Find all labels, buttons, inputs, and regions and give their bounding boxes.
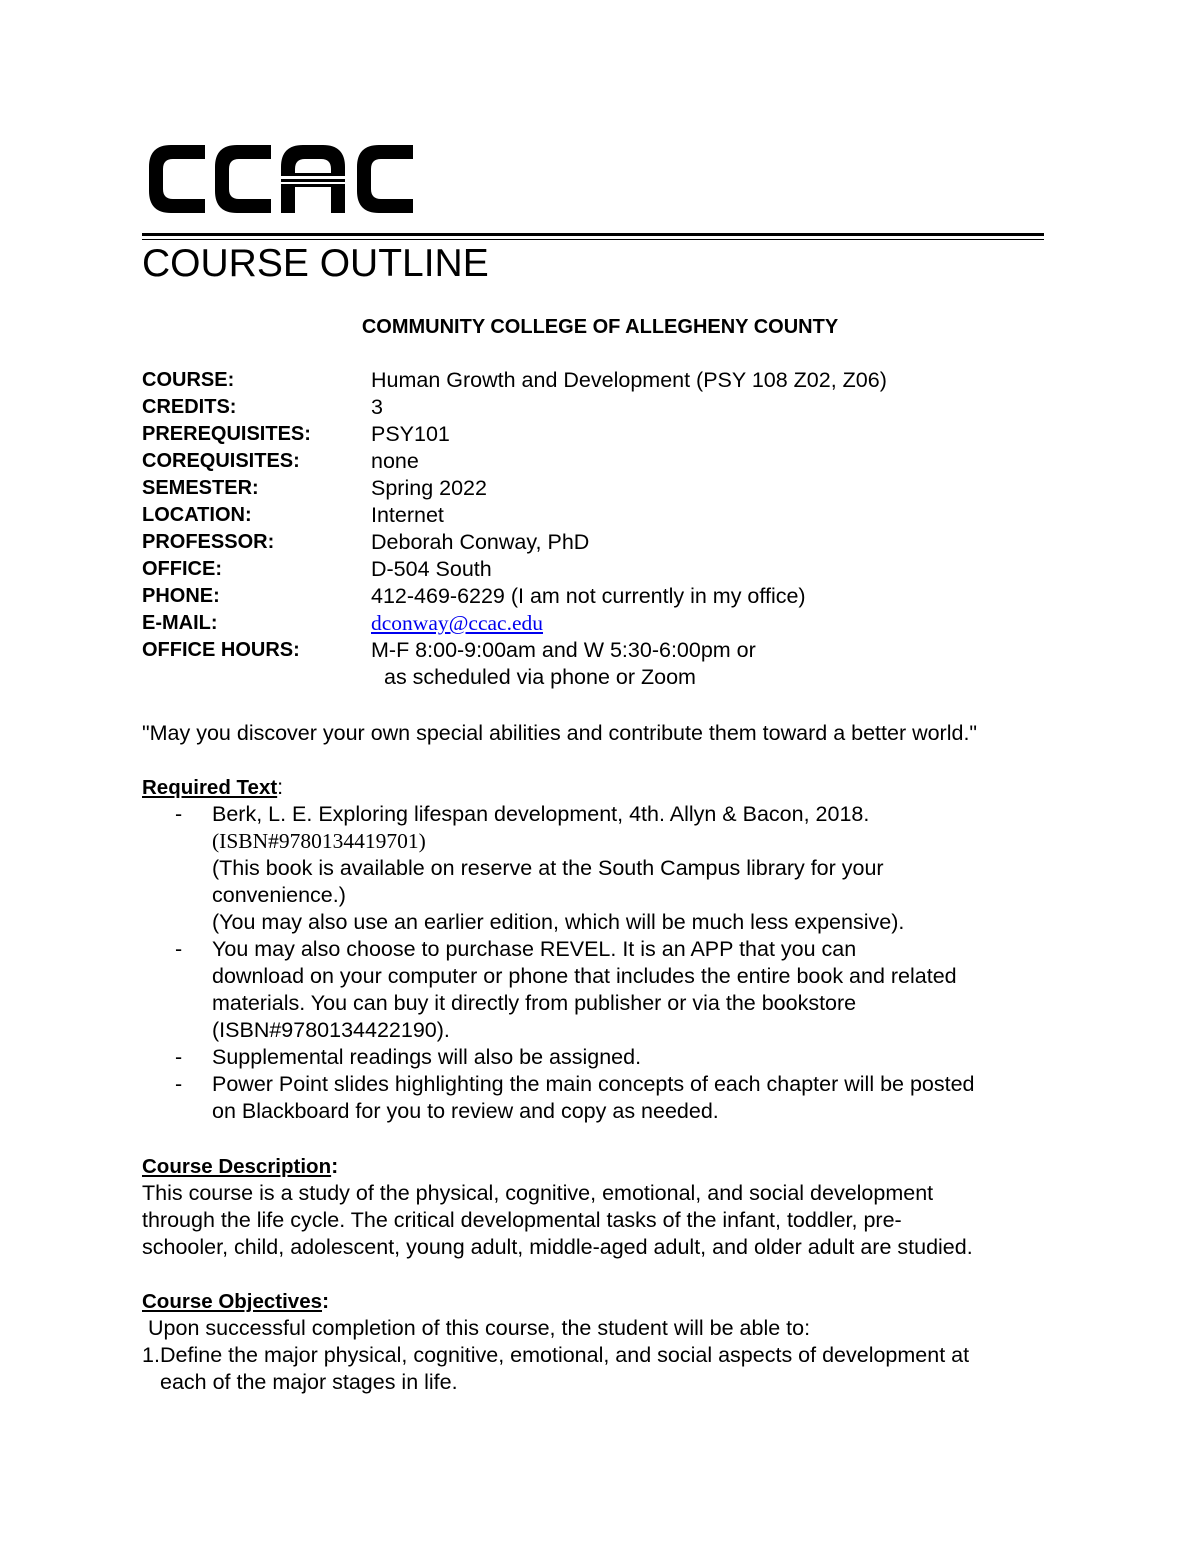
- info-label: PROFESSOR:: [142, 531, 275, 553]
- info-label: PREREQUISITES:: [142, 423, 311, 445]
- info-row-semester: [142, 475, 887, 502]
- heading-colon: :: [322, 1289, 330, 1313]
- info-value-continued: as scheduled via phone or Zoom: [384, 665, 696, 689]
- list-item: [142, 936, 1062, 1044]
- info-label: COREQUISITES:: [142, 450, 300, 472]
- heading-colon: :: [277, 775, 284, 799]
- objective-line: Define the major physical, cognitive, emotional, and social aspects of development at: [160, 1343, 970, 1367]
- info-value: 3: [371, 395, 383, 419]
- info-row-phone: [142, 583, 887, 610]
- info-value: D-504 South: [371, 557, 492, 581]
- list-line: Power Point slides highlighting the main concepts of each chapter will be posted: [212, 1072, 975, 1096]
- header-rule-thin: [142, 239, 1044, 240]
- list-line: You may also choose to purchase REVEL. It is an APP that you can: [212, 937, 857, 961]
- list-item: [142, 801, 1062, 936]
- info-row-office: [142, 556, 887, 583]
- document-title: COURSE OUTLINE: [142, 242, 489, 285]
- list-line: convenience.): [212, 883, 346, 907]
- list-line: (You may also use an earlier edition, which will be much less expensive).: [212, 910, 905, 934]
- objective-line: each of the major stages in life.: [160, 1370, 458, 1394]
- objectives-intro: Upon successful completion of this course, the student will be able to:: [148, 1316, 811, 1340]
- list-line: (ISBN#9780134419701): [212, 829, 426, 853]
- heading-colon: :: [331, 1154, 339, 1178]
- info-label: E-MAIL:: [142, 612, 218, 634]
- header-rule-thick: [142, 233, 1044, 236]
- section-heading: Course Description: [142, 1155, 332, 1178]
- paragraph-line: schooler, child, adolescent, young adult, middle-aged adult, and older adult are studied.: [142, 1235, 973, 1259]
- info-label: LOCATION:: [142, 504, 252, 526]
- info-row-corequisites: [142, 448, 887, 475]
- logo-text: CCAC: [147, 143, 150, 144]
- bullet-dash: -: [175, 937, 183, 961]
- info-value: none: [371, 449, 419, 473]
- list-line: on Blackboard for you to review and copy as needed.: [212, 1099, 719, 1123]
- info-label: COURSE:: [142, 369, 235, 391]
- info-value: M-F 8:00-9:00am and W 5:30-6:00pm or: [371, 638, 756, 662]
- info-value: Deborah Conway, PhD: [371, 530, 590, 554]
- info-row-professor: [142, 529, 887, 556]
- objective-number: 1.: [142, 1343, 160, 1367]
- list-item: [142, 1071, 1062, 1125]
- info-value: PSY101: [371, 422, 450, 446]
- info-label: CREDITS:: [142, 396, 237, 418]
- bullet-dash: -: [175, 1072, 183, 1096]
- list-line: Berk, L. E. Exploring lifespan development, 4th. Allyn & Bacon, 2018.: [212, 802, 870, 826]
- course-info-table: [142, 367, 887, 691]
- objective-item: [142, 1342, 1062, 1396]
- info-value: 412-469-6229 (I am not currently in my office): [371, 584, 806, 608]
- info-row-prerequisites: [142, 421, 887, 448]
- email-link[interactable]: dconway@ccac.edu: [371, 611, 543, 635]
- bullet-dash: -: [175, 1045, 183, 1069]
- course-description-section: [142, 1153, 1062, 1261]
- list-item: [142, 1044, 1062, 1071]
- college-name: COMMUNITY COLLEGE OF ALLEGHENY COUNTY: [361, 316, 839, 338]
- info-value: Internet: [371, 503, 444, 527]
- info-label: OFFICE HOURS:: [142, 639, 300, 661]
- section-heading: Course Objectives: [142, 1290, 323, 1313]
- course-objectives-section: [142, 1288, 1062, 1396]
- info-value: Human Growth and Development (PSY 108 Z02, Z06): [371, 368, 887, 392]
- required-text-section: [142, 774, 1062, 1125]
- paragraph-line: This course is a study of the physical, cognitive, emotional, and social development: [142, 1181, 934, 1205]
- info-row-location: [142, 502, 887, 529]
- info-row-office-hours-cont: [142, 664, 887, 691]
- info-label: OFFICE:: [142, 558, 222, 580]
- section-heading: Required Text: [142, 776, 278, 799]
- info-label: SEMESTER:: [142, 477, 259, 499]
- info-row-credits: [142, 394, 887, 421]
- bullet-dash: -: [175, 802, 183, 826]
- info-row-office-hours: [142, 637, 887, 664]
- list-line: download on your computer or phone that includes the entire book and related: [212, 964, 957, 988]
- list-line: (ISBN#9780134422190).: [212, 1018, 450, 1042]
- info-row-email: [142, 610, 887, 637]
- list-line: (This book is available on reserve at the South Campus library for your: [212, 856, 884, 880]
- ccac-logo: [147, 143, 415, 215]
- info-row-course: [142, 367, 887, 394]
- info-value: Spring 2022: [371, 476, 487, 500]
- paragraph-line: through the life cycle. The critical developmental tasks of the infant, toddler, pre-: [142, 1208, 902, 1232]
- info-label: PHONE:: [142, 585, 220, 607]
- motto-quote: "May you discover your own special abilities and contribute them toward a better world.": [142, 721, 978, 745]
- list-line: Supplemental readings will also be assigned.: [212, 1045, 642, 1069]
- list-line: materials. You can buy it directly from publisher or via the bookstore: [212, 991, 857, 1015]
